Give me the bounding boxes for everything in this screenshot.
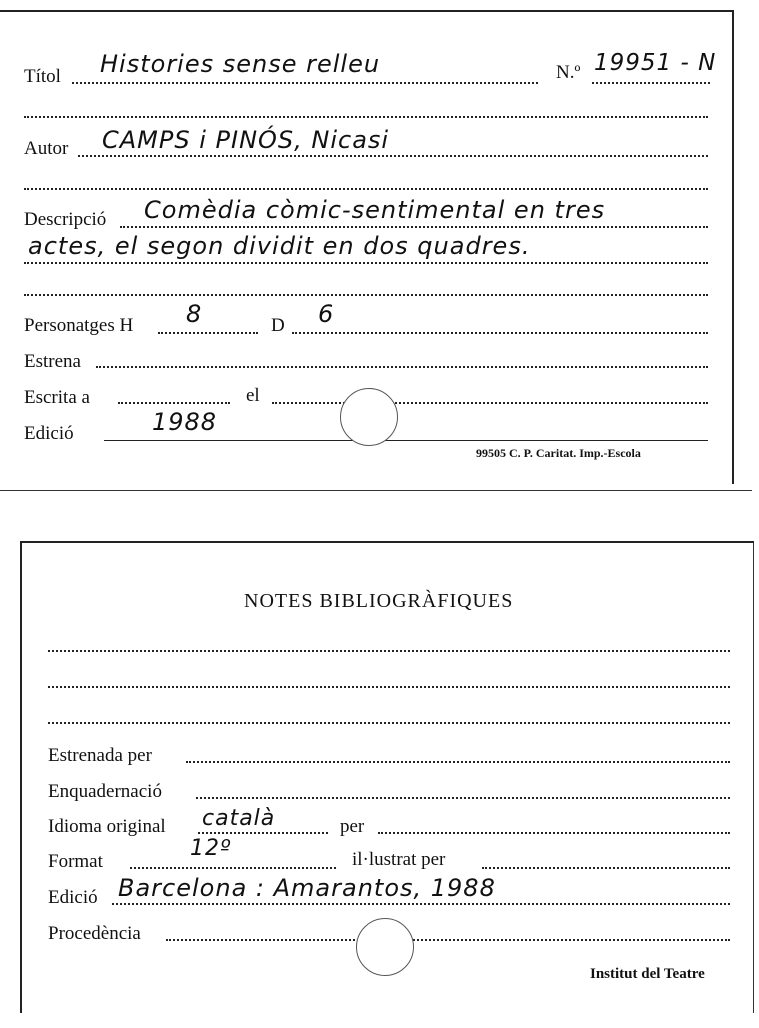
edicio-value: 1988	[152, 408, 218, 436]
personatges-h-line	[158, 332, 258, 334]
illustrat-label: il·lustrat per	[352, 849, 446, 870]
descripcio-line-2	[24, 262, 708, 264]
notes-heading: NOTES BIBLIOGRÀFIQUES	[244, 590, 514, 612]
idioma-label: Idioma original	[48, 816, 166, 837]
descripcio-line-1	[120, 226, 708, 228]
edicio-label: Edició	[24, 423, 74, 444]
format-value: 12º	[190, 836, 232, 861]
personatges-h-value: 8	[186, 300, 203, 328]
escrita-line	[118, 402, 230, 404]
blank-line	[24, 294, 708, 296]
estrena-line	[96, 366, 708, 368]
descripcio-value-1: Comèdia còmic-sentimental en tres	[144, 196, 606, 224]
titol-line	[72, 82, 538, 84]
per-line	[378, 832, 730, 834]
procedencia-line	[166, 939, 730, 941]
estrenada-line	[186, 761, 730, 763]
titol-value: Histories sense relleu	[100, 50, 381, 78]
autor-value: CAMPS i PINÓS, Nicasi	[102, 126, 390, 154]
descripcio-value-2: actes, el segon dividit en dos quadres.	[28, 232, 531, 260]
estrena-label: Estrena	[24, 351, 81, 372]
format-label: Format	[48, 851, 103, 872]
edicio-label-bottom: Edició	[48, 887, 98, 908]
card-divider	[0, 490, 752, 491]
numero-line	[592, 82, 710, 84]
idioma-line	[198, 832, 328, 834]
personatges-d-value: 6	[318, 300, 335, 328]
enquadernacio-line	[196, 797, 730, 799]
format-line	[130, 867, 336, 869]
enquadernacio-label: Enquadernació	[48, 781, 162, 802]
blank-line	[24, 188, 708, 190]
per-label: per	[340, 816, 365, 837]
personatges-label: Personatges H	[24, 315, 134, 336]
titol-label: Títol	[24, 66, 61, 87]
notes-line	[48, 650, 730, 652]
d-label: D	[271, 315, 285, 336]
blank-line	[24, 116, 708, 118]
procedencia-label: Procedència	[48, 923, 141, 944]
autor-label: Autor	[24, 138, 69, 159]
edicio-line-bottom	[112, 903, 730, 905]
numero-value: 19951 - N	[594, 50, 717, 76]
illustrat-line	[482, 867, 730, 869]
notes-line	[48, 722, 730, 724]
punch-hole	[356, 918, 414, 976]
institution-stamp: Institut del Teatre	[590, 966, 705, 982]
edicio-line	[104, 440, 708, 441]
numero-label: N.º	[556, 62, 581, 83]
edicio-value-bottom: Barcelona : Amarantos, 1988	[118, 874, 496, 902]
escrita-label: Escrita a	[24, 387, 90, 408]
descripcio-label: Descripció	[24, 209, 107, 230]
el-label: el	[246, 385, 260, 406]
personatges-d-line	[292, 332, 708, 334]
notes-line	[48, 686, 730, 688]
punch-hole	[340, 388, 398, 446]
autor-line	[78, 155, 708, 157]
el-line	[272, 402, 708, 404]
printer-imprint: 99505 C. P. Caritat. Imp.-Escola	[476, 446, 641, 460]
idioma-value: català	[202, 806, 276, 831]
estrenada-label: Estrenada per	[48, 745, 152, 766]
